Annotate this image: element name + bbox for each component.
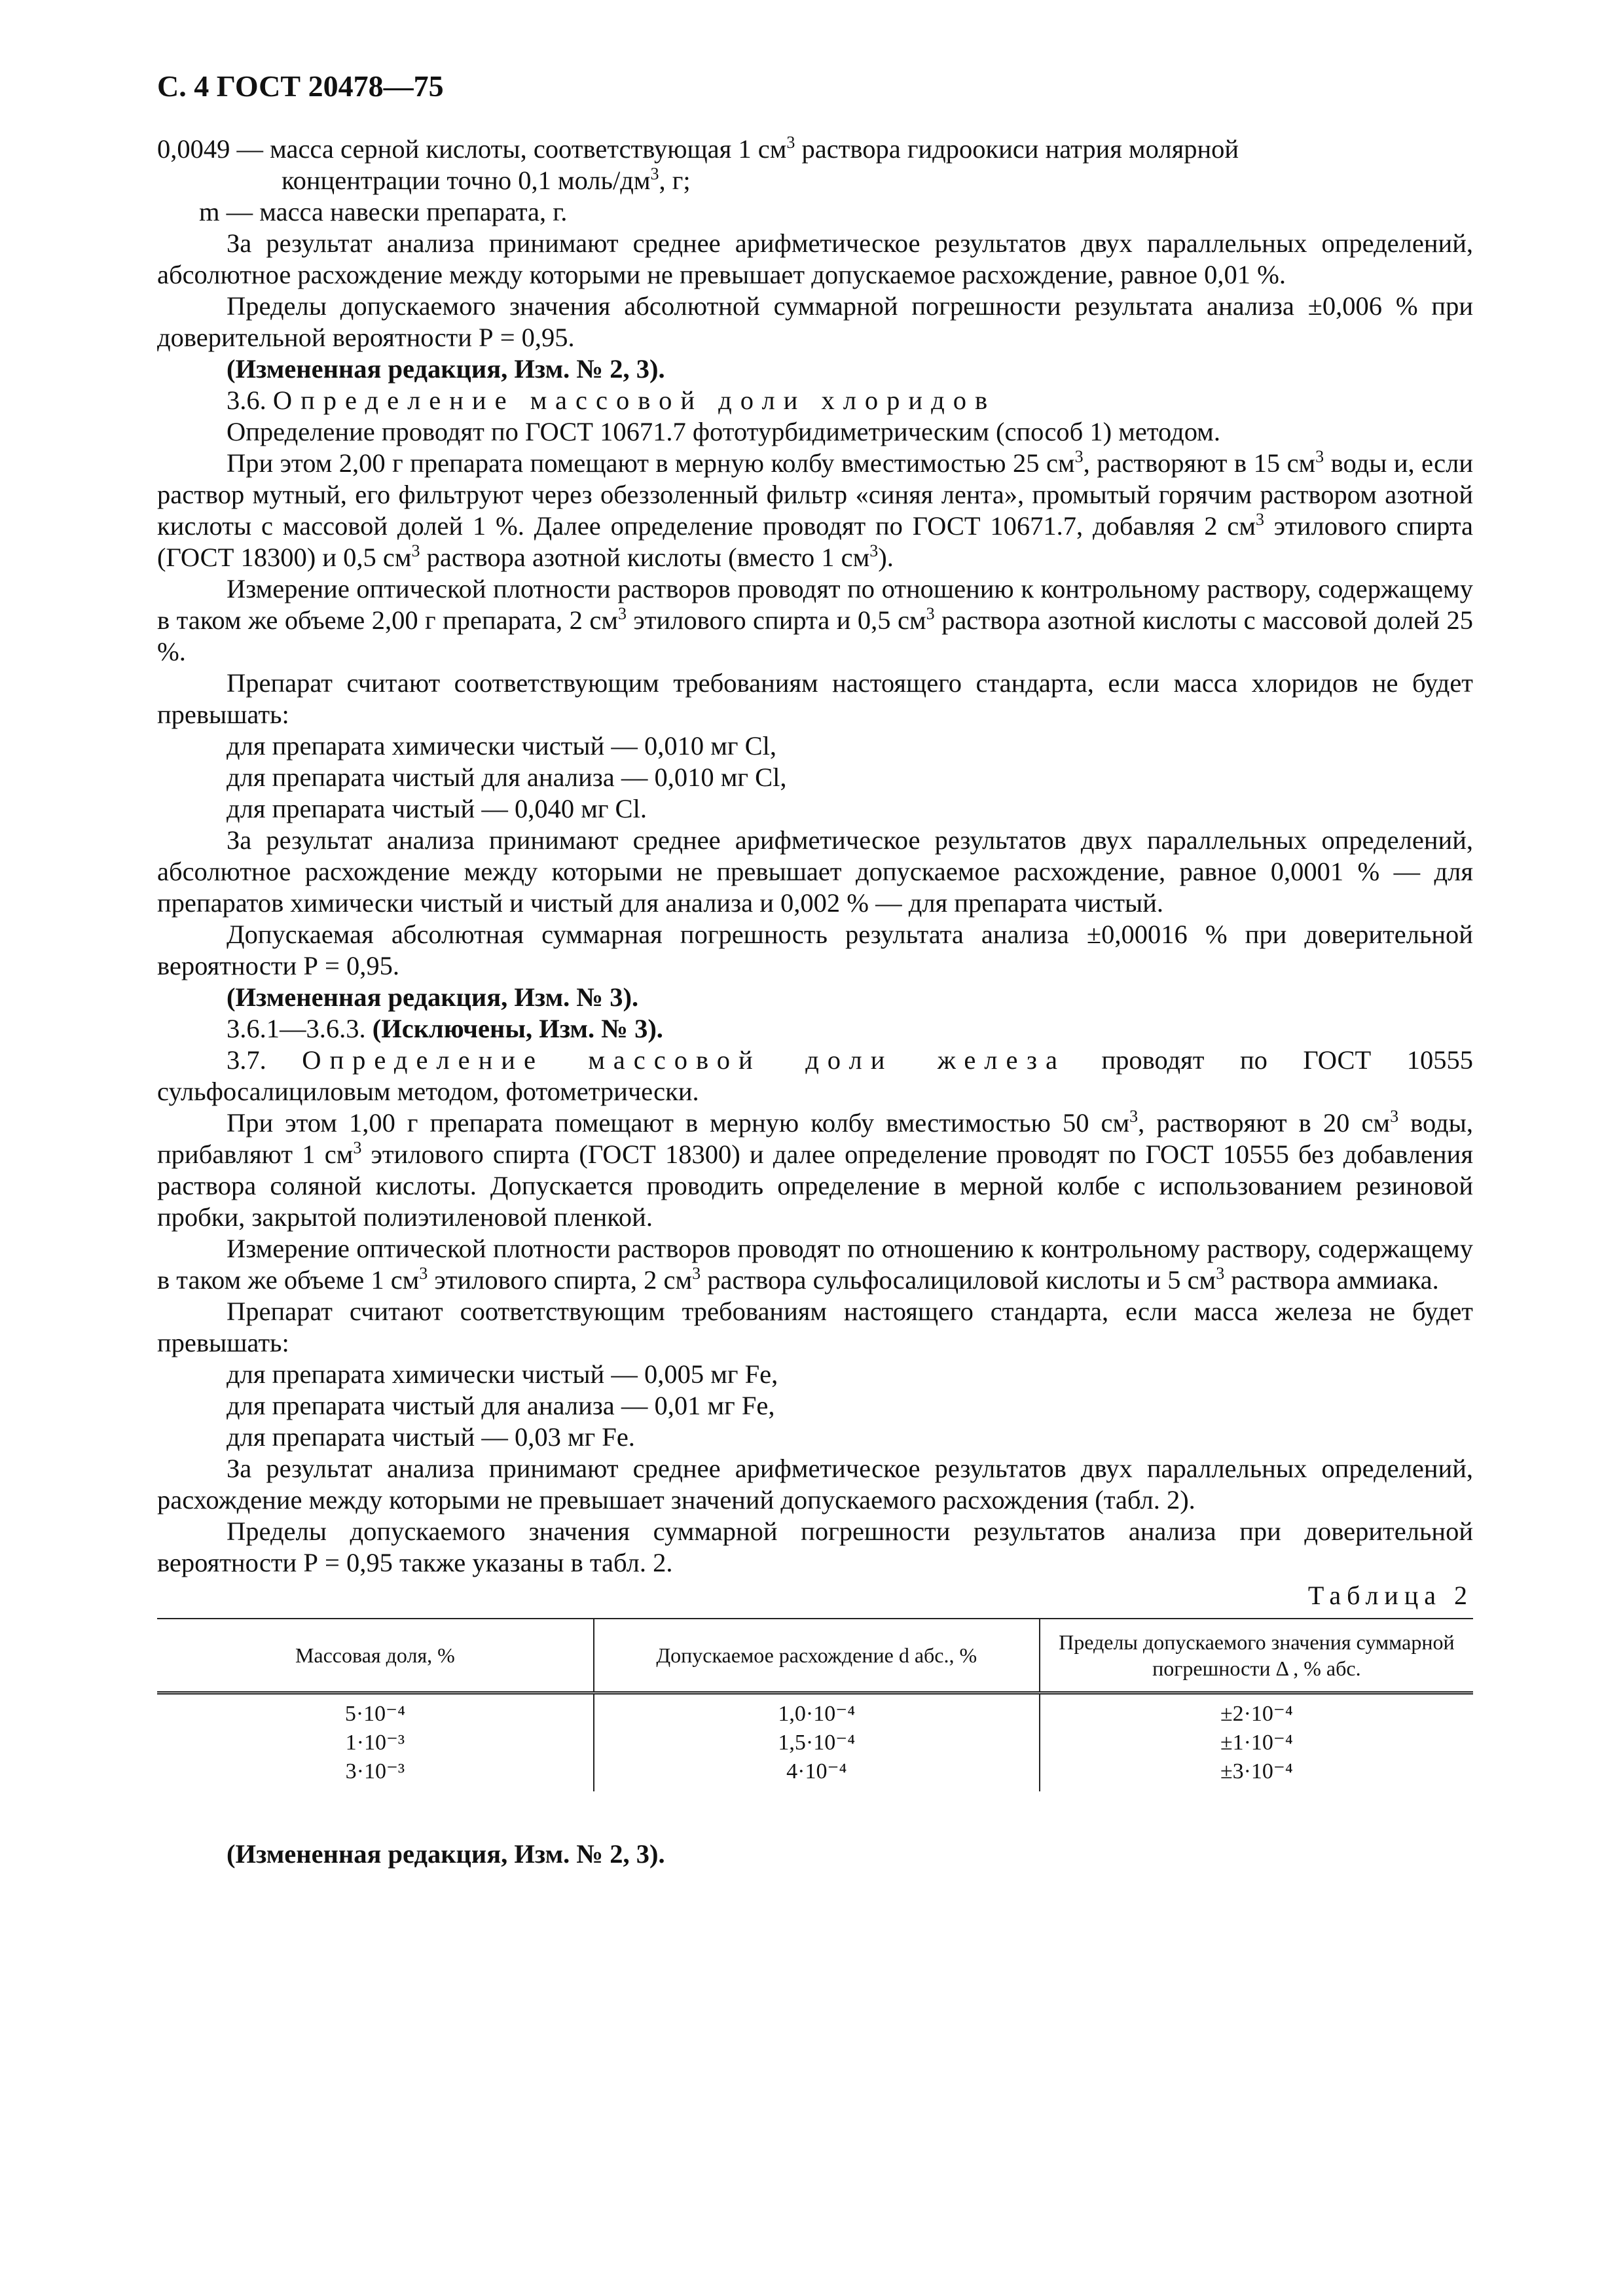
text-span: этилового спирта, 2 см bbox=[428, 1265, 693, 1295]
column-header: Допускаемое расхождение d абс., % bbox=[594, 1619, 1040, 1693]
text-span: концентрации точно 0,1 моль/дм bbox=[282, 166, 651, 195]
list-item: для препарата чистый для анализа — 0,01 мг Fe, bbox=[227, 1391, 775, 1420]
superscript: 3 bbox=[1315, 447, 1324, 466]
text-span: раствора азотной кислоты (вместо 1 см bbox=[420, 543, 870, 572]
paragraph-optical-density bbox=[157, 1233, 1473, 1296]
text-span: , растворяют в 20 см bbox=[1138, 1108, 1391, 1138]
amendment-note: (Измененная редакция, Изм. № 3). bbox=[227, 982, 639, 1012]
superscript: 3 bbox=[786, 133, 795, 152]
superscript: 3 bbox=[1255, 510, 1264, 529]
text-span: раствора гидроокиси натрия молярной bbox=[795, 134, 1239, 164]
page-header: С. 4 ГОСТ 20478—75 bbox=[157, 69, 444, 103]
section-3-6-1-heading bbox=[157, 1013, 1473, 1045]
list-item: для препарата химически чистый — 0,010 мг Cl, bbox=[227, 731, 776, 761]
cell-value: 4·10⁻⁴ bbox=[786, 1759, 847, 1784]
paragraph-procedure bbox=[157, 1107, 1473, 1233]
paragraph-result-rule: За результат анализа принимают среднее арифметическое результатов двух параллельных определений, абсолютное расхождение между которыми не превышает допускаемое расхождение, равное 0,01 %. bbox=[157, 228, 1473, 289]
table-caption: Таблица 2 bbox=[1307, 1581, 1473, 1610]
text-span: , г; bbox=[659, 166, 691, 195]
text-span: раствора сульфосалициловой кислоты и 5 см bbox=[701, 1265, 1216, 1295]
text-span: раствора азотной кислоты с массовой долей 25 %. bbox=[157, 605, 1473, 666]
section-title: Определение массовой доли хлоридов bbox=[272, 386, 996, 415]
cell-value: ±3·10⁻⁴ bbox=[1220, 1759, 1293, 1784]
data-table bbox=[157, 1618, 1473, 1791]
cell-value: 1,5·10⁻⁴ bbox=[778, 1731, 856, 1755]
text-span: , растворяют в 15 см bbox=[1083, 448, 1316, 478]
text-span: воды и, если раствор мутный, его фильтруют через обеззоленный фильтр «синяя лента», промытый горячим раствором азотной кислоты с массовой долей 1 %. Далее определение проводят по ГОСТ 10671.7, добавляя 2 см bbox=[157, 448, 1473, 541]
cell-value: ±1·10⁻⁴ bbox=[1220, 1731, 1293, 1755]
section-3-6-heading bbox=[157, 385, 1473, 416]
paragraph-error-limits: Пределы допускаемого значения абсолютной суммарной погрешности результата анализа ±0,006 % при доверительной вероятности Р = 0,95. bbox=[157, 291, 1473, 352]
list-item: для препарата чистый — 0,03 мг Fe. bbox=[227, 1422, 635, 1452]
paragraph-optical-density bbox=[157, 573, 1473, 668]
superscript: 3 bbox=[1074, 447, 1084, 466]
paragraph-result-rule: За результат анализа принимают среднее арифметическое результатов двух параллельных определений, расхождение между которыми не превышает значений допускаемого расхождения (табл. 2). bbox=[157, 1454, 1473, 1515]
superscript: 3 bbox=[869, 541, 879, 560]
text-span: этилового спирта и 0,5 см bbox=[626, 605, 926, 635]
amendment-note: (Исключены, Изм. № 3). bbox=[372, 1014, 663, 1043]
section-3-7-heading bbox=[157, 1045, 1473, 1107]
paragraph-error-limits: Допускаемая абсолютная суммарная погрешность результата анализа ±0,00016 % при доверительной вероятности Р = 0,95. bbox=[157, 920, 1473, 980]
text-span: 0,0049 — масса серной кислоты, соответствующая 1 см bbox=[157, 134, 787, 164]
text-span: При этом 1,00 г препарата помещают в мерную колбу вместимостью 50 см bbox=[227, 1108, 1130, 1138]
table-header-row bbox=[157, 1619, 1473, 1693]
paragraph-procedure bbox=[157, 448, 1473, 573]
paragraph-result-rule: За результат анализа принимают среднее арифметическое результатов двух параллельных определений, абсолютное расхождение между которыми не превышает допускаемое расхождение, равное 0,0001 % — для препаратов химически чистый и чистый для анализа и 0,002 % — для препарата чистый. bbox=[157, 825, 1473, 918]
superscript: 3 bbox=[1216, 1264, 1225, 1283]
paragraph-m-definition: m — масса навески препарата, г. bbox=[199, 197, 568, 226]
cell-value: ±2·10⁻⁴ bbox=[1220, 1702, 1293, 1726]
text-span: раствора аммиака. bbox=[1224, 1265, 1439, 1295]
text-span: ). bbox=[878, 543, 894, 572]
text-span: Измерение оптической плотности растворов проводят по отношению к контрольному раствору, содержащему в таком же объеме 1 см bbox=[157, 1234, 1473, 1295]
cell-value: 5·10⁻⁴ bbox=[344, 1702, 405, 1726]
text-span: При этом 2,00 г препарата помещают в мерную колбу вместимостью 25 см bbox=[227, 448, 1075, 478]
cell-value: 3·10⁻³ bbox=[345, 1759, 405, 1784]
document-body bbox=[157, 134, 1473, 1579]
superscript: 3 bbox=[419, 1264, 428, 1283]
column-header: Пределы допускаемого значения суммарной погрешности Δ , % абс. bbox=[1040, 1619, 1473, 1693]
paragraph-mass-coefficient bbox=[157, 134, 1473, 196]
list-item: для препарата чистый — 0,040 мг Cl. bbox=[227, 794, 647, 823]
section-title: Определение массовой доли железа bbox=[302, 1045, 1066, 1075]
superscript: 3 bbox=[411, 541, 420, 560]
superscript: 3 bbox=[617, 604, 627, 623]
superscript: 3 bbox=[1129, 1107, 1139, 1126]
table-row bbox=[157, 1693, 1473, 1792]
list-item: для препарата химически чистый — 0,005 мг Fe, bbox=[227, 1359, 778, 1389]
table-cell bbox=[1040, 1693, 1473, 1792]
cell-value: 1,0·10⁻⁴ bbox=[778, 1702, 856, 1726]
superscript: 3 bbox=[926, 604, 935, 623]
text-span: воды, прибавляют 1 см bbox=[157, 1108, 1474, 1169]
superscript: 3 bbox=[1390, 1107, 1399, 1126]
text-span: этилового спирта (ГОСТ 18300) и далее определение проводят по ГОСТ 10555 без добавления раствора соляной кислоты. Допускается проводить определение в мерной колбе с использованием резиновой пробки, закрытой полиэтиленовой пленкой. bbox=[157, 1139, 1473, 1232]
section-number: 3.6. bbox=[227, 386, 273, 415]
amendment-note: (Измененная редакция, Изм. № 2, 3). bbox=[227, 1839, 665, 1869]
table-cell bbox=[594, 1693, 1040, 1792]
section-number: 3.6.1—3.6.3. bbox=[227, 1014, 373, 1043]
superscript: 3 bbox=[650, 164, 659, 183]
amendment-note: (Измененная редакция, Изм. № 2, 3). bbox=[227, 354, 665, 384]
document-page bbox=[157, 69, 1473, 1869]
superscript: 3 bbox=[353, 1138, 362, 1157]
list-item: для препарата чистый для анализа — 0,010 мг Cl, bbox=[227, 762, 787, 792]
paragraph-requirements: Препарат считают соответствующим требованиям настоящего стандарта, если масса хлоридов не будет превышать: bbox=[157, 668, 1473, 729]
paragraph-method: Определение проводят по ГОСТ 10671.7 фототурбидиметрическим (способ 1) методом. bbox=[227, 417, 1220, 446]
cell-value: 1·10⁻³ bbox=[345, 1731, 405, 1755]
table-cell bbox=[157, 1693, 594, 1792]
text-span: проводят по ГОСТ 10555 сульфосалициловым методом, фотометрически. bbox=[157, 1045, 1473, 1106]
paragraph-requirements: Препарат считают соответствующим требованиям настоящего стандарта, если масса железа не будет превышать: bbox=[157, 1297, 1473, 1357]
text-span: этилового спирта (ГОСТ 18300) и 0,5 см bbox=[157, 511, 1473, 572]
paragraph-error-limits: Пределы допускаемого значения суммарной погрешности результатов анализа при доверительной вероятности Р = 0,95 также указаны в табл. 2. bbox=[157, 1516, 1473, 1577]
section-number: 3.7. bbox=[227, 1045, 302, 1075]
superscript: 3 bbox=[692, 1264, 701, 1283]
column-header: Массовая доля, % bbox=[157, 1619, 594, 1693]
text-span: Измерение оптической плотности растворов проводят по отношению к контрольному раствору, содержащему в таком же объеме 2,00 г препарата, 2 см bbox=[157, 574, 1473, 635]
